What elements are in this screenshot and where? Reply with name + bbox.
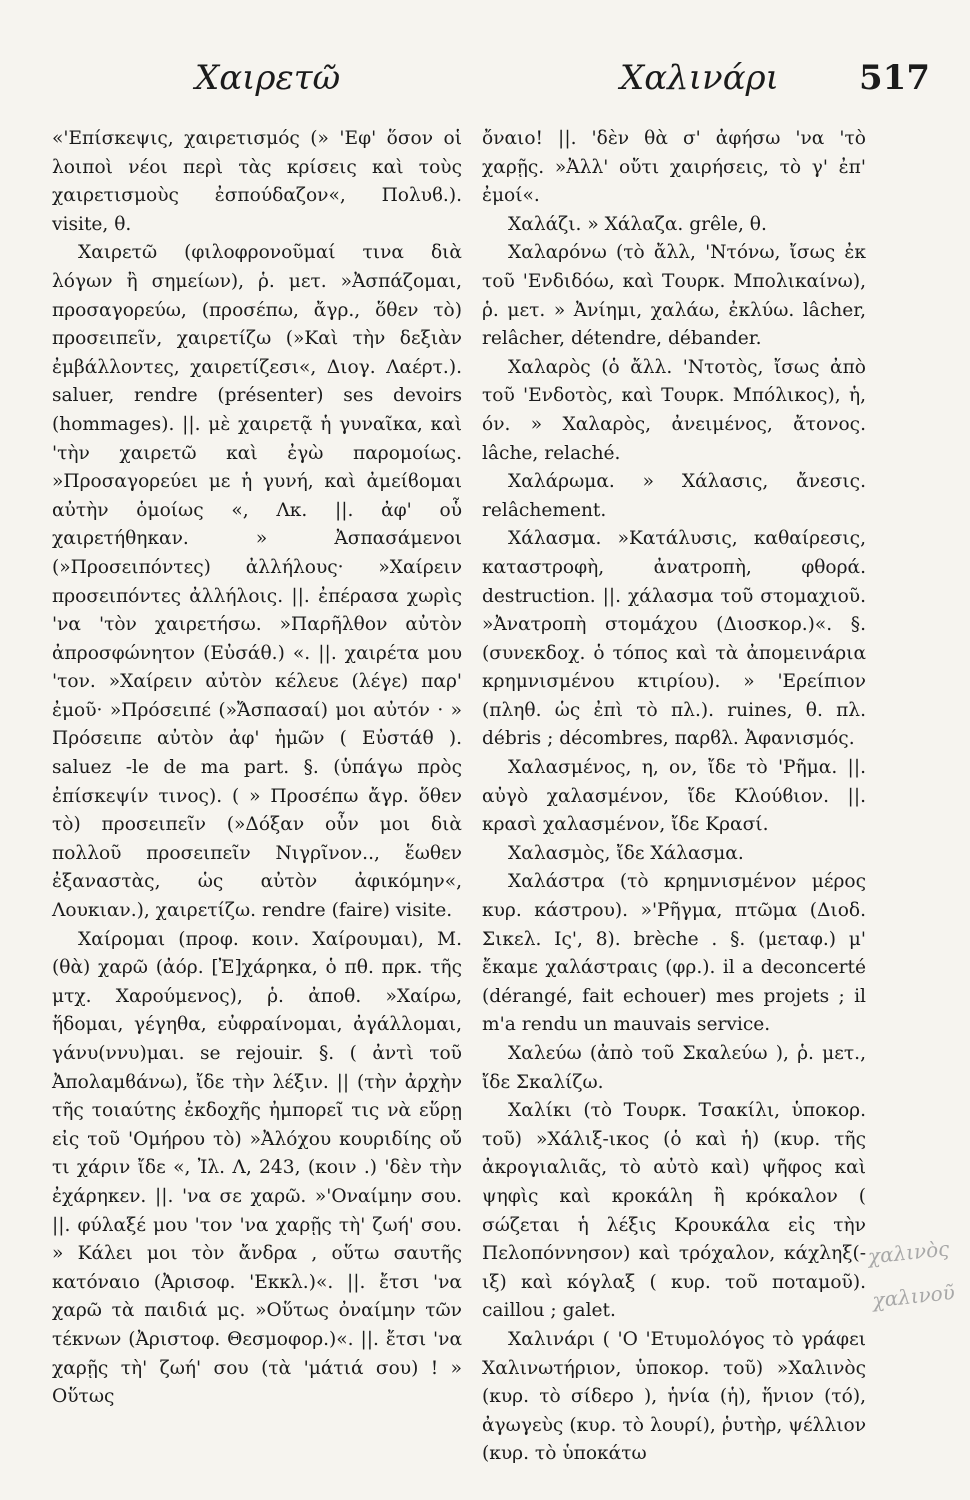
dictionary-entry: Χαίρομαι (προφ. κοιν. Χαίρουμαι), Μ. (θὰ) χαρῶ (ἀόρ. [Ἐ]χάρηκα, ὁ πθ. πρκ. τῆς μτχ. Χαρούμενος), ῥ. ἀποθ. »Χαίρω, ἥδομαι, γέγηθα, εὐφραίνομαι, ἀγάλλομαι, γάνυ(ννυ)μαι. se rejouir. §. ( ἀντὶ τοῦ Ἀπολαμϐάνω), ἴδε τὴν λέξιν. || (τὴν ἀρχὴν τῆς τοιαύτης ἐκδοχῆς ἠμπορεῖ τις νὰ εὕρῃ εἰς τοῦ 'Ομήρου τὸ) »Ἀλόχου κουριδίης οὔ τι χάριν ἴδε «, Ἰλ. Λ, 243, (κοιν .) 'δὲν τὴν ἐχάρηκεν. ||. 'να σε χαρῶ. »'Οναίμην σου. ||. φύλαξέ μου 'τον 'να χαρῇς τὴ' ζωή' σου. » Κάλει μοι τὸν ἄνδρα , οὕτω σαυτῆς κατόναιο (Ἀρισοφ. 'Εκκλ.)«. ||. ἔτσι 'να χαρῶ τὰ παιδιά μς. »Οὕτως ὀναίμην τῶν τέκνων (Ἀριστοφ. Θεσμοφορ.)«. ||. ἔτσι 'να χαρῇς τὴ' ζωή' σου (τὰ 'μάτιά σου) ! » Οὕτως — [52, 928, 462, 1408]
right-column — [482, 125, 866, 1469]
dictionary-entry: Χαιρετῶ (φιλοφρονοῦμαί τινα διὰ λόγων ἢ σημείων), ῥ. μετ. »Ἀσπάζομαι, προσαγορεύω, (προσέπω, ἄγρ., ὅθεν τὸ) προσειπεῖν, χαιρετίζω (»Καὶ τὴν δεξιὰν ἐμβάλλοντες, χαιρετίζεσι«, Διογ. Λαέρτ.). saluer, rendre (présenter) ses devoirs (hommages). ||. μὲ χαιρετᾷ ἡ γυναῖκα, καὶ 'τὴν χαιρετῶ καὶ ἐγὼ παρομοίως. »Προσαγορεύει με ἡ γυνή, καὶ ἀμείϐομαι αὐτὴν ὁμοίως «, Λκ. ||. ἀφ' οὗ χαιρετήθηκαν. » Ἀσπασάμενοι (»Προσειπόντες) ἀλλήλους· »Χαίρειν προσειπόντες ἀλλήλοις. ||. ἐπέρασα χωρὶς 'να 'τὸν χαιρετήσω. »Παρῆλθον αὐτὸν ἀπροσφώνητον (Εὐσάθ.) «. ||. χαιρέτα μου 'τον. »Χαίρειν αὐτὸν κέλευε (λέγε) παρ' ἐμοῦ· »Πρόσειπέ (»Ἄσπασαί) μοι αὐτόν · » Πρόσειπε αὐτὸν ἀφ' ἡμῶν ( Εὐστάθ ). saluez -le de ma part. §. (ὑπάγω πρὸς ἐπίσκεψίν τινος). ( » Προσέπω ἄγρ. ὅθεν τὸ) προσειπεῖν (»Δόξαν οὖν μοι διὰ πολλοῦ προσειπεῖν Νιγρῖνον.., ἕωθεν ἐξαναστὰς, ὡς αὐτὸν ἀφικόμην«, Λουκιαν.), χαιρετίζω. rendre (faire) visite. — [52, 242, 462, 922]
dictionary-entry: Χάλασμα. »Κατάλυσις, καθαίρεσις, καταστροφὴ, ἀνατροπὴ, φθορά. destruction. ||. χάλασμα τοῦ στομαχιοῦ. »Ἀνατροπὴ στομάχου (Διοσκορ.)«. §. (συνεκδοχ. ὁ τόπος καὶ τὰ ἀπομεινάρια κρημνισμένου κτιρίου). » 'Ερείπιον (πληθ. ὡς ἐπὶ τὸ πλ.). ruines, θ. πλ. débris ; décombres, παρϐλ. Ἀφανισμός. — [482, 528, 866, 750]
dictionary-entry: Χαλάζι. » Χάλαζα. grêle, θ. — [508, 213, 767, 235]
handwritten-margin-note: χαλινὸς χαλινοῦ — [866, 1236, 956, 1313]
dictionary-entry: Χαλινάρι ( 'Ο 'Ετυμολόγος τὸ γράφει Χαλινωτήριον, ὑποκορ. τοῦ) »Χαλινὸς (κυρ. τὸ σίδερο ), ἡνία (ἡ), ἥνιον (τό), ἀγωγεὺς (κυρ. τὸ λουρί), ῥυτὴρ, ψέλλιον (κυρ. τὸ ὑποκάτω — [482, 1328, 866, 1465]
dictionary-entry: Χαλασμὸς, ἴδε Χάλασμα. — [508, 842, 744, 864]
dictionary-entry: Χαλάστρα (τὸ κρημνισμένον μέρος κυρ. κάστρου). »'Ρῆγμα, πτῶμα (Διοδ. Σικελ. Ις', 8). brèche . §. (μεταφ.) μ' ἔκαμε χαλάστραις (φρ.). il a deconcerté (dérangé, fait echouer) mes projets ; il m'a rendu un mauvais service. — [482, 871, 866, 1036]
dictionary-entry: Χαλίκι (τὸ Τουρκ. Τσακίλι, ὑποκορ. τοῦ) »Χάλιξ-ικος (ὁ καὶ ἡ) (κυρ. τῆς ἀκρογιαλιᾶς, τὸ αὐτὸ καὶ) ψῆφος καὶ ψηφὶς καὶ κροκάλη ἢ κρόκαλον ( σώζεται ἡ λέξις Κρουκάλα εἰς τὴν Πελοπόννησον) καὶ τρόχαλον, κάχληξ(-ιξ) καὶ κόγλαξ ( κυρ. τοῦ ποταμοῦ). caillou ; galet. — [482, 1100, 866, 1322]
page-header — [40, 58, 930, 108]
dictionary-entry: Χαλαρόνω (τὸ ἄλλ, 'Ντόνω, ἴσως ἐκ τοῦ 'Ενδιδόω, καὶ Τουρκ. Μπολικαίνω), ῥ. μετ. » Ἀνίημι, χαλάω, ἐκλύω. lâcher, relâcher, détendre, débander. — [482, 242, 866, 350]
dictionary-entry: Χαλεύω (ἀπὸ τοῦ Σκαλεύω ), ῥ. μετ., ἴδε Σκαλίζω. — [482, 1043, 866, 1093]
dictionary-entry: «'Επίσκεψις, χαιρετισμός (» 'Εφ' ὅσον οἱ λοιποὶ νέοι περὶ τὰς κρίσεις καὶ τοὺς χαιρετισμοὺς ἐσπούδαζον«, Πολυϐ.). visite, θ. — [52, 128, 462, 235]
left-column — [52, 125, 462, 1412]
dictionary-entry: ὄναιο! ||. 'δὲν θὰ σ' ἀφήσω 'να 'τὸ χαρῇς. »Ἀλλ' οὔτι χαιρήσεις, τὸ γ' ἐπ' ἐμοί«. — [482, 128, 866, 207]
dictionary-entry: Χαλαρὸς (ὁ ἄλλ. 'Ντοτὸς, ἴσως ἀπὸ τοῦ 'Ενδοτὸς, καὶ Τουρκ. Μπόλικος), ἡ, όν. » Χαλαρὸς, ἀνειμένος, ἄτονος. lâche, relaché. — [482, 356, 866, 464]
header-first-headword: Χαιρετῶ — [195, 58, 341, 98]
page-number: 517 — [859, 58, 930, 98]
dictionary-entry: Χαλασμένος, η, ον, ἴδε τὸ 'Ρῆμα. ||. αὐγὸ χαλασμένον, ἴδε Κλούϐιον. ||. κρασὶ χαλασμένον, ἴδε Κρασί. — [482, 757, 866, 836]
dictionary-entry: Χαλάρωμα. » Χάλασις, ἄνεσις. relâchement. — [482, 471, 866, 521]
header-last-headword: Χαλινάρι — [620, 58, 779, 98]
